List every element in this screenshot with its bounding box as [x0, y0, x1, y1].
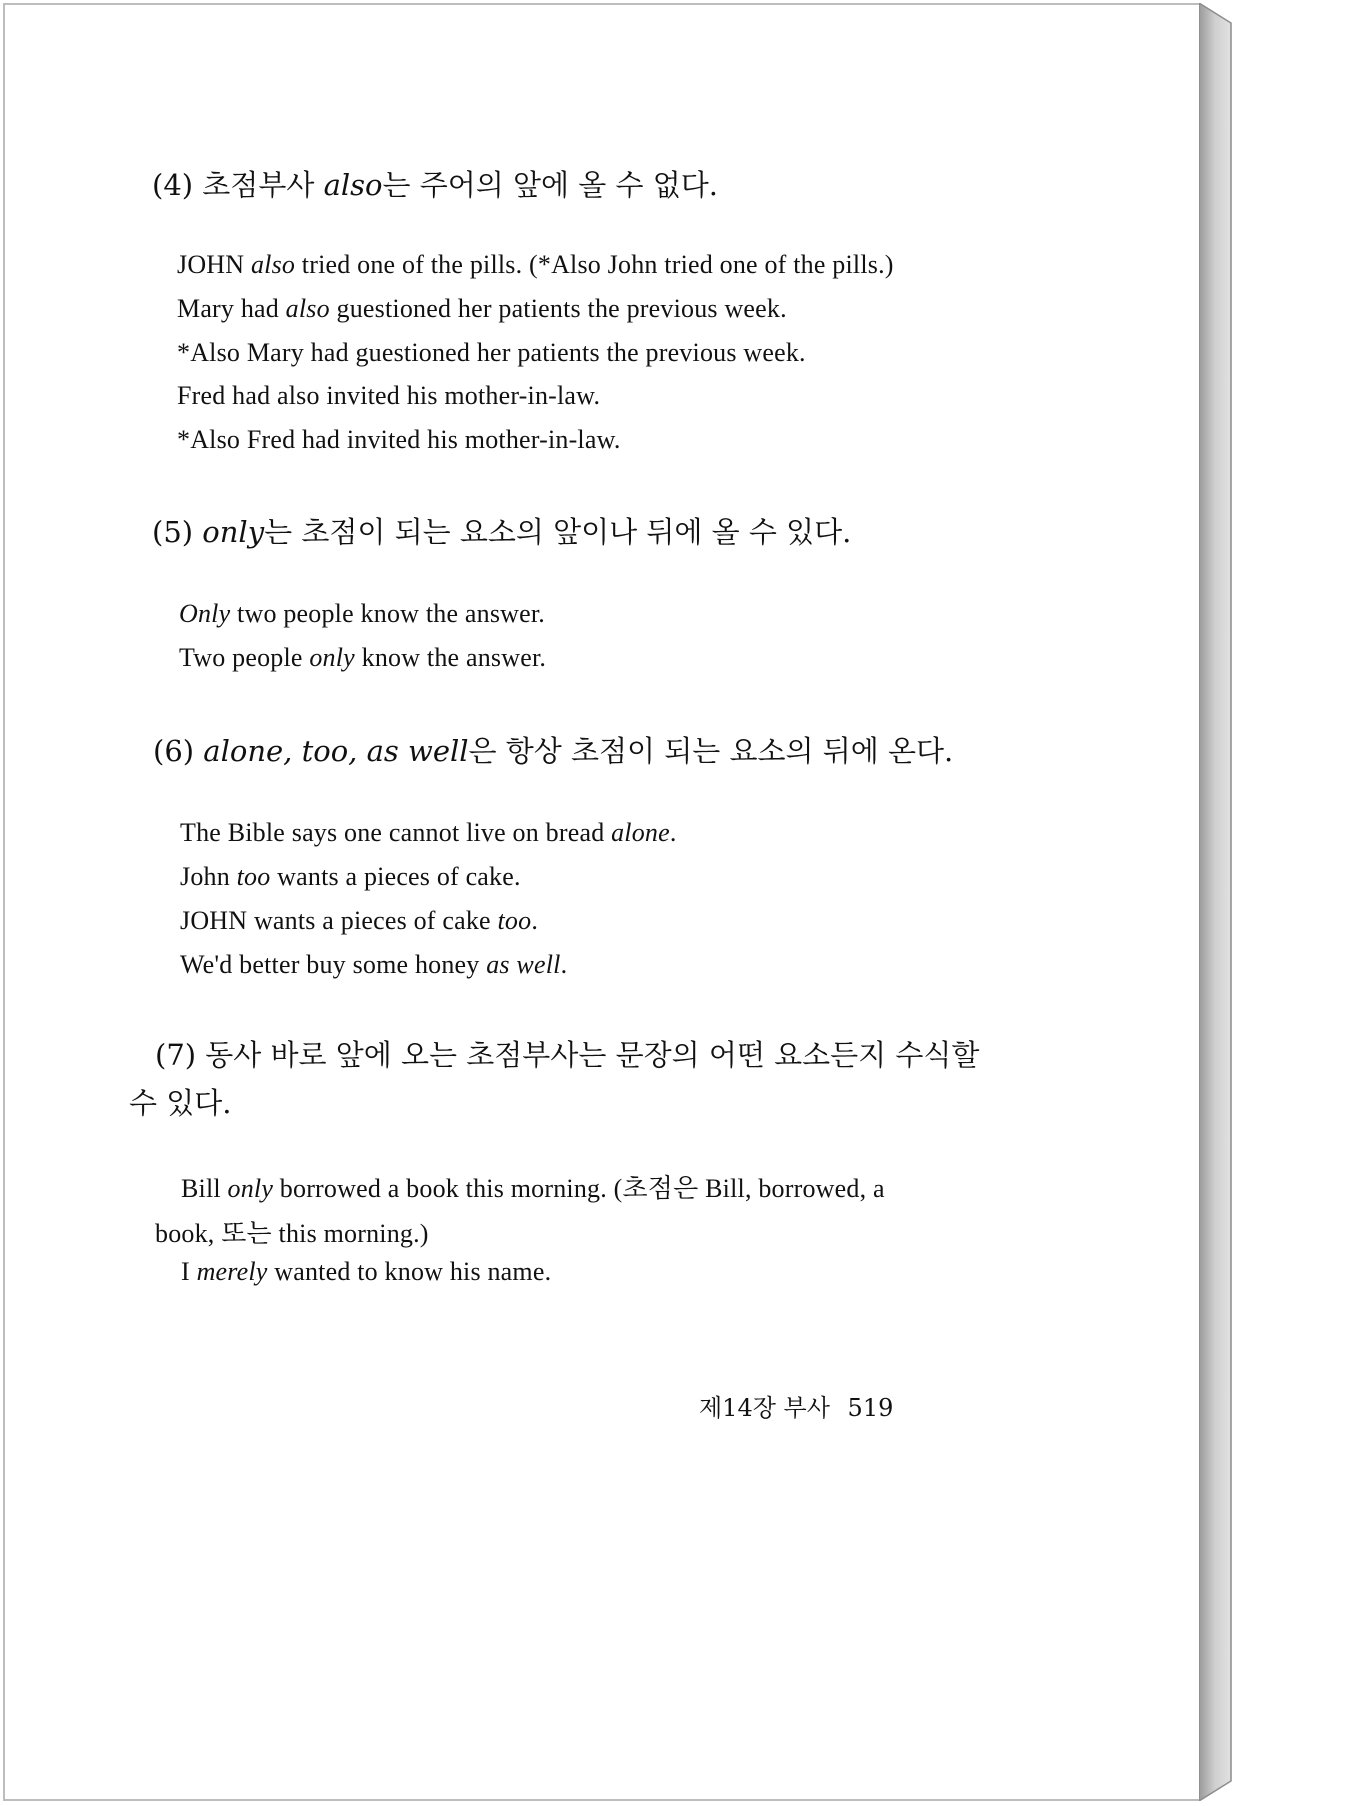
example-line: Bill only borrowed a book this morning. (초점은 Bill, borrowed, a: [181, 1174, 885, 1203]
book-page: [3, 3, 1199, 1801]
section-6-heading: (6) alone, too, as well은 항상 초점이 되는 요소의 뒤에 온다.: [153, 734, 954, 768]
example-line: Only two people know the answer.: [179, 599, 545, 628]
page-number: 519: [847, 1394, 894, 1422]
chapter-label: 제14장 부사: [699, 1394, 830, 1422]
example-line: JOHN wants a pieces of cake too.: [180, 906, 539, 935]
section-7-heading-line2: 수 있다.: [129, 1086, 232, 1120]
page-edge-graphic: [1199, 3, 1239, 1801]
example-line: *Also Mary had guestioned her patients the previous week.: [177, 338, 806, 367]
page-edge-shadow: [1199, 3, 1239, 1801]
example-line: Mary had also guestioned her patients the previous week.: [177, 294, 787, 323]
example-line: I merely wanted to know his name.: [181, 1257, 552, 1286]
page-footer: [699, 1388, 893, 1423]
example-line: We'd better buy some honey as well.: [180, 950, 568, 979]
page-content: [5, 5, 1201, 1803]
example-line: John too wants a pieces of cake.: [180, 862, 521, 891]
example-line: book, 또는 this morning.): [155, 1219, 429, 1248]
example-line: *Also Fred had invited his mother-in-law.: [177, 425, 621, 454]
example-line: Fred had also invited his mother-in-law.: [177, 381, 601, 410]
section-4-heading: (4) 초점부사 also는 주어의 앞에 올 수 없다.: [152, 168, 718, 202]
example-line: The Bible says one cannot live on bread alone.: [180, 818, 677, 847]
section-5-heading: (5) only는 초점이 되는 요소의 앞이나 뒤에 올 수 있다.: [152, 515, 852, 549]
example-line: JOHN also tried one of the pills. (*Also John tried one of the pills.): [177, 250, 894, 279]
example-line: Two people only know the answer.: [179, 643, 547, 672]
section-7-heading-line1: (7) 동사 바로 앞에 오는 초점부사는 문장의 어떤 요소든지 수식할: [155, 1038, 980, 1072]
